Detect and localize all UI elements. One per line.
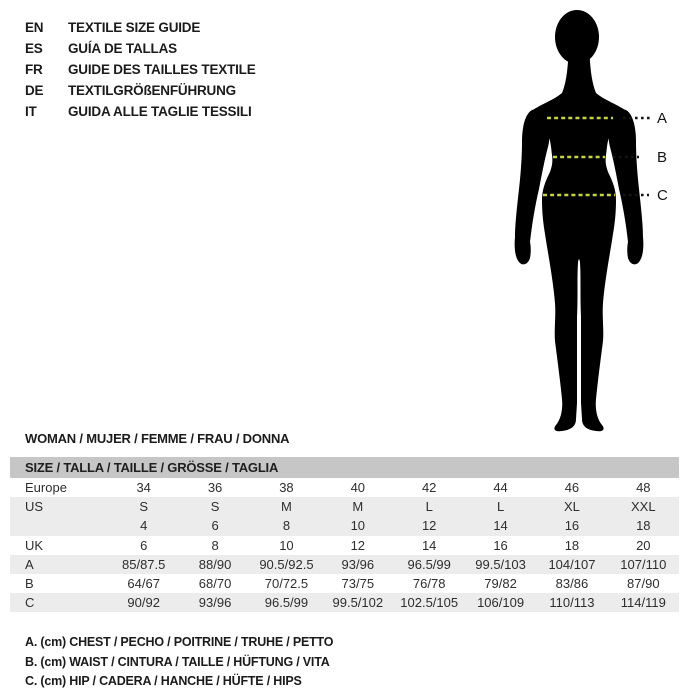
size-cell: 104/107 (548, 556, 596, 572)
marker-label-c: C (657, 187, 668, 204)
size-cell: 88/90 (198, 556, 232, 572)
size-cell: 34 (136, 480, 151, 495)
size-cell: 14 (421, 537, 437, 553)
size-cell: 20 (636, 537, 651, 553)
lang-label: TEXTILE SIZE GUIDE (68, 20, 201, 35)
size-cell: 68/70 (198, 575, 232, 591)
size-cell: 76/78 (412, 575, 446, 591)
size-cell: 18 (564, 537, 580, 553)
row-label: A (25, 556, 34, 572)
size-cell: 96.5/99 (407, 556, 451, 572)
size-cell: 93/96 (198, 595, 232, 611)
size-cell: 40 (350, 480, 366, 495)
size-cell: 16 (493, 537, 508, 553)
row-label: B (25, 575, 34, 591)
size-cell: 16 (564, 518, 580, 534)
size-cell: 8 (282, 518, 291, 534)
note-waist: B. (cm) WAIST / CINTURA / TAILLE / HÜFTUNG / VITA (25, 654, 330, 669)
table-row-us-letters (10, 497, 679, 516)
size-cell: 87/90 (627, 575, 660, 591)
size-cell: 42 (421, 480, 437, 495)
size-cell: 110/113 (549, 595, 595, 611)
table-row-us-numeric (10, 516, 679, 535)
size-cell: 73/75 (341, 575, 375, 591)
size-cell: 90.5/92.5 (259, 556, 314, 572)
size-cell: XL (563, 499, 580, 515)
size-cell: 85/87.5 (122, 556, 166, 572)
note-chest: A. (cm) CHEST / PECHO / POITRINE / TRUHE / PETTO (25, 635, 334, 649)
size-cell: 46 (564, 480, 580, 495)
lang-row-en (25, 17, 256, 38)
table-row-hip (10, 593, 679, 612)
note-hip: C. (cm) HIP / CADERA / HANCHE / HÜFTE / HIPS (25, 674, 302, 688)
lang-code: IT (25, 104, 37, 119)
size-cell: L (496, 499, 505, 515)
woman-silhouette-figure (455, 5, 695, 435)
size-cell: 36 (207, 480, 223, 495)
row-label: C (25, 595, 35, 611)
table-row-uk (10, 536, 679, 555)
size-cell: 107/110 (620, 556, 667, 572)
size-cell: 6 (140, 537, 148, 553)
size-cell: 99.5/103 (475, 556, 526, 572)
size-cell: 18 (636, 518, 651, 534)
size-cell: XXL (631, 499, 656, 515)
size-cell: 6 (211, 518, 219, 534)
lang-label: GUÍA DE TALLAS (68, 41, 177, 56)
size-cell: 79/82 (484, 575, 517, 591)
lang-row-it (25, 101, 256, 122)
size-cell: 114/119 (620, 595, 666, 611)
row-label: Europe (25, 480, 67, 495)
size-cell: 83/86 (555, 575, 589, 591)
size-cell: 44 (493, 480, 508, 495)
marker-label-a: A (657, 110, 668, 127)
size-cell: 64/67 (127, 575, 160, 591)
size-cell: 90/92 (127, 595, 160, 611)
row-label (10, 516, 108, 535)
size-cell: M (281, 499, 292, 515)
size-cell: 99.5/102 (332, 595, 384, 611)
size-cell: 96.5/99 (264, 595, 309, 611)
lang-code: ES (25, 41, 43, 56)
table-row-chest (10, 555, 679, 574)
size-cell: 4 (140, 518, 148, 534)
size-cell: 10 (279, 537, 294, 553)
size-cell: L (425, 499, 433, 515)
size-cell: S (210, 499, 220, 515)
row-label: US (25, 499, 44, 515)
lang-code: EN (25, 20, 44, 35)
marker-label-b: B (657, 149, 668, 166)
size-table (10, 457, 679, 612)
table-row-waist (10, 574, 679, 593)
size-cell: 70/72.5 (264, 575, 309, 591)
size-table-header: SIZE / TALLA / TAILLE / GRÖSSE / TAGLIA (10, 457, 679, 478)
size-cell: 93/96 (341, 556, 375, 572)
size-cell: 10 (350, 518, 366, 534)
lang-code: FR (25, 62, 43, 77)
size-cell: M (352, 499, 364, 515)
size-cell: 12 (350, 537, 366, 553)
measurement-figure (455, 5, 695, 435)
lang-label: GUIDA ALLE TAGLIE TESSILI (68, 104, 252, 119)
lang-label: GUIDE DES TAILLES TEXTILE (68, 62, 256, 77)
size-cell: 14 (493, 518, 508, 534)
silhouette-body (527, 45, 631, 431)
size-cell: 38 (279, 480, 294, 495)
size-cell: 8 (211, 537, 219, 553)
language-list (25, 17, 256, 122)
size-cell: 106/109 (477, 595, 525, 611)
measurement-notes (25, 633, 333, 692)
lang-row-es (25, 38, 256, 59)
size-cell: 12 (421, 518, 437, 534)
lang-row-fr (25, 59, 256, 80)
gender-heading: WOMAN / MUJER / FEMME / FRAU / DONNA (25, 431, 290, 446)
size-cell: S (139, 499, 149, 515)
row-label: UK (25, 537, 44, 553)
size-cell: 48 (636, 480, 651, 495)
lang-row-de (25, 80, 256, 101)
size-cell: 102.5/105 (400, 595, 459, 611)
lang-code: DE (25, 83, 44, 98)
table-row-europe (10, 478, 679, 497)
lang-label: TEXTILGRÖßENFÜHRUNG (68, 83, 236, 98)
